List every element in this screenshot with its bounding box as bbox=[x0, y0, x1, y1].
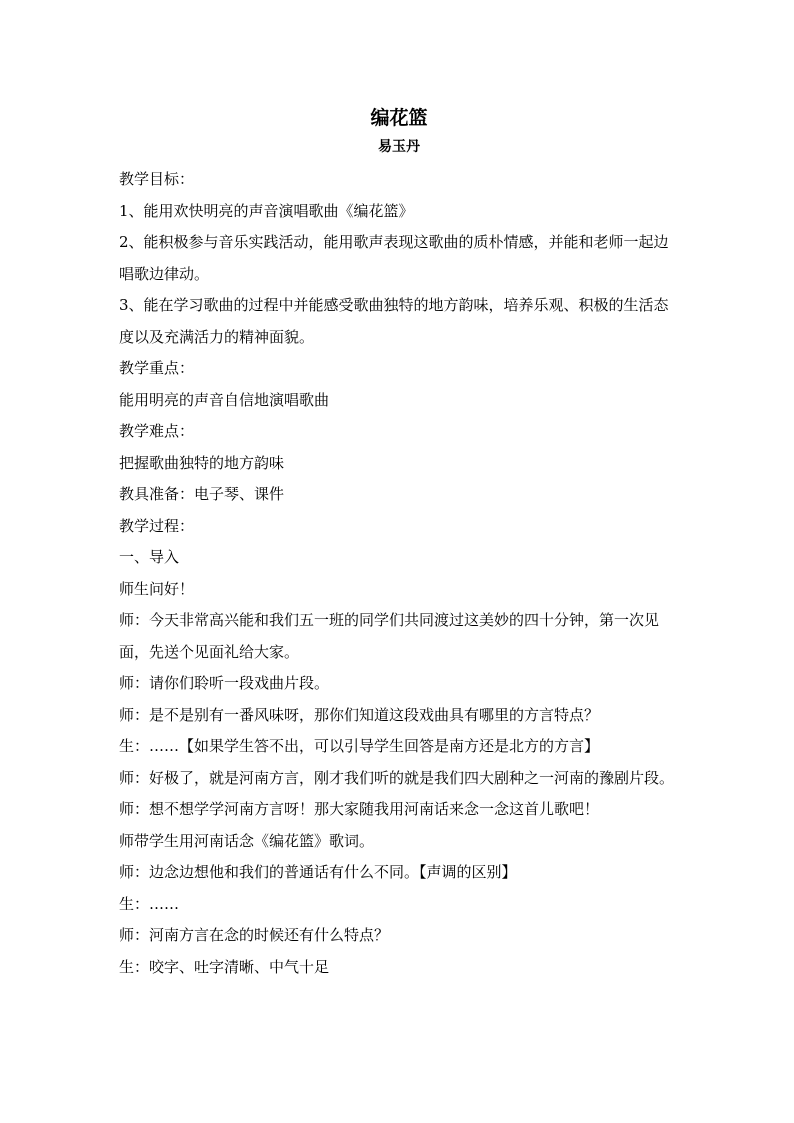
body-line: 生：咬字、吐字清晰、中气十足 bbox=[119, 957, 330, 976]
body-line: 师：想不想学学河南方言呀！那大家随我用河南话来念一念这首儿歌吧！ bbox=[119, 800, 600, 818]
body-line: 1、能用欢快明亮的声音演唱歌曲《编花篮》 bbox=[119, 201, 414, 220]
body-line: 教学目标： bbox=[119, 170, 195, 188]
body-line: 师：边念边想他和我们的普通话有什么不同。【声调的区别】 bbox=[119, 863, 517, 881]
body-line: 教学重点： bbox=[119, 359, 195, 377]
body-line: 一、导入 bbox=[119, 548, 180, 566]
body-line: 生：…… bbox=[119, 894, 180, 913]
body-line: 师：是不是别有一番风味呀，那你们知道这段戏曲具有哪里的方言特点？ bbox=[119, 705, 600, 724]
body-line: 教具准备：电子琴、课件 bbox=[119, 485, 285, 503]
body-line: 2、能积极参与音乐实践活动，能用歌声表现这歌曲的质朴情感，并能和老师一起边唱歌边律动。 bbox=[119, 233, 669, 283]
body-line: 把握歌曲独特的地方韵味 bbox=[119, 453, 285, 472]
body-line: 师带学生用河南话念《编花篮》歌词。 bbox=[119, 831, 375, 850]
document-page bbox=[119, 104, 679, 983]
body-line: 师：河南方言在念的时候还有什么特点？ bbox=[119, 926, 390, 944]
body-line: 师：好极了，就是河南方言，刚才我们听的就是我们四大剧种之一河南的豫剧片段。 bbox=[119, 768, 675, 787]
body-line: 师：今天非常高兴能和我们五一班的同学们共同渡过这美妙的四十分钟，第一次见面，先送个见面礼给大家。 bbox=[119, 611, 660, 661]
document-title: 编花篮 bbox=[370, 107, 428, 129]
body-line: 生：……【如果学生答不出，可以引导学生回答是南方还是北方的方言】 bbox=[119, 737, 600, 755]
document-author: 易玉丹 bbox=[378, 139, 420, 155]
body-line: 能用明亮的声音自信地演唱歌曲 bbox=[119, 390, 330, 409]
body-line: 教学难点： bbox=[119, 422, 195, 440]
body-line: 3、能在学习歌曲的过程中并能感受歌曲独特的地方韵味，培养乐观、积极的生活态度以及充满活力的精神面貌。 bbox=[119, 296, 669, 346]
document-body bbox=[119, 164, 679, 983]
body-line: 师：请你们聆听一段戏曲片段。 bbox=[119, 674, 330, 692]
body-line: 教学过程： bbox=[119, 516, 195, 535]
body-line: 师生问好！ bbox=[119, 579, 195, 598]
